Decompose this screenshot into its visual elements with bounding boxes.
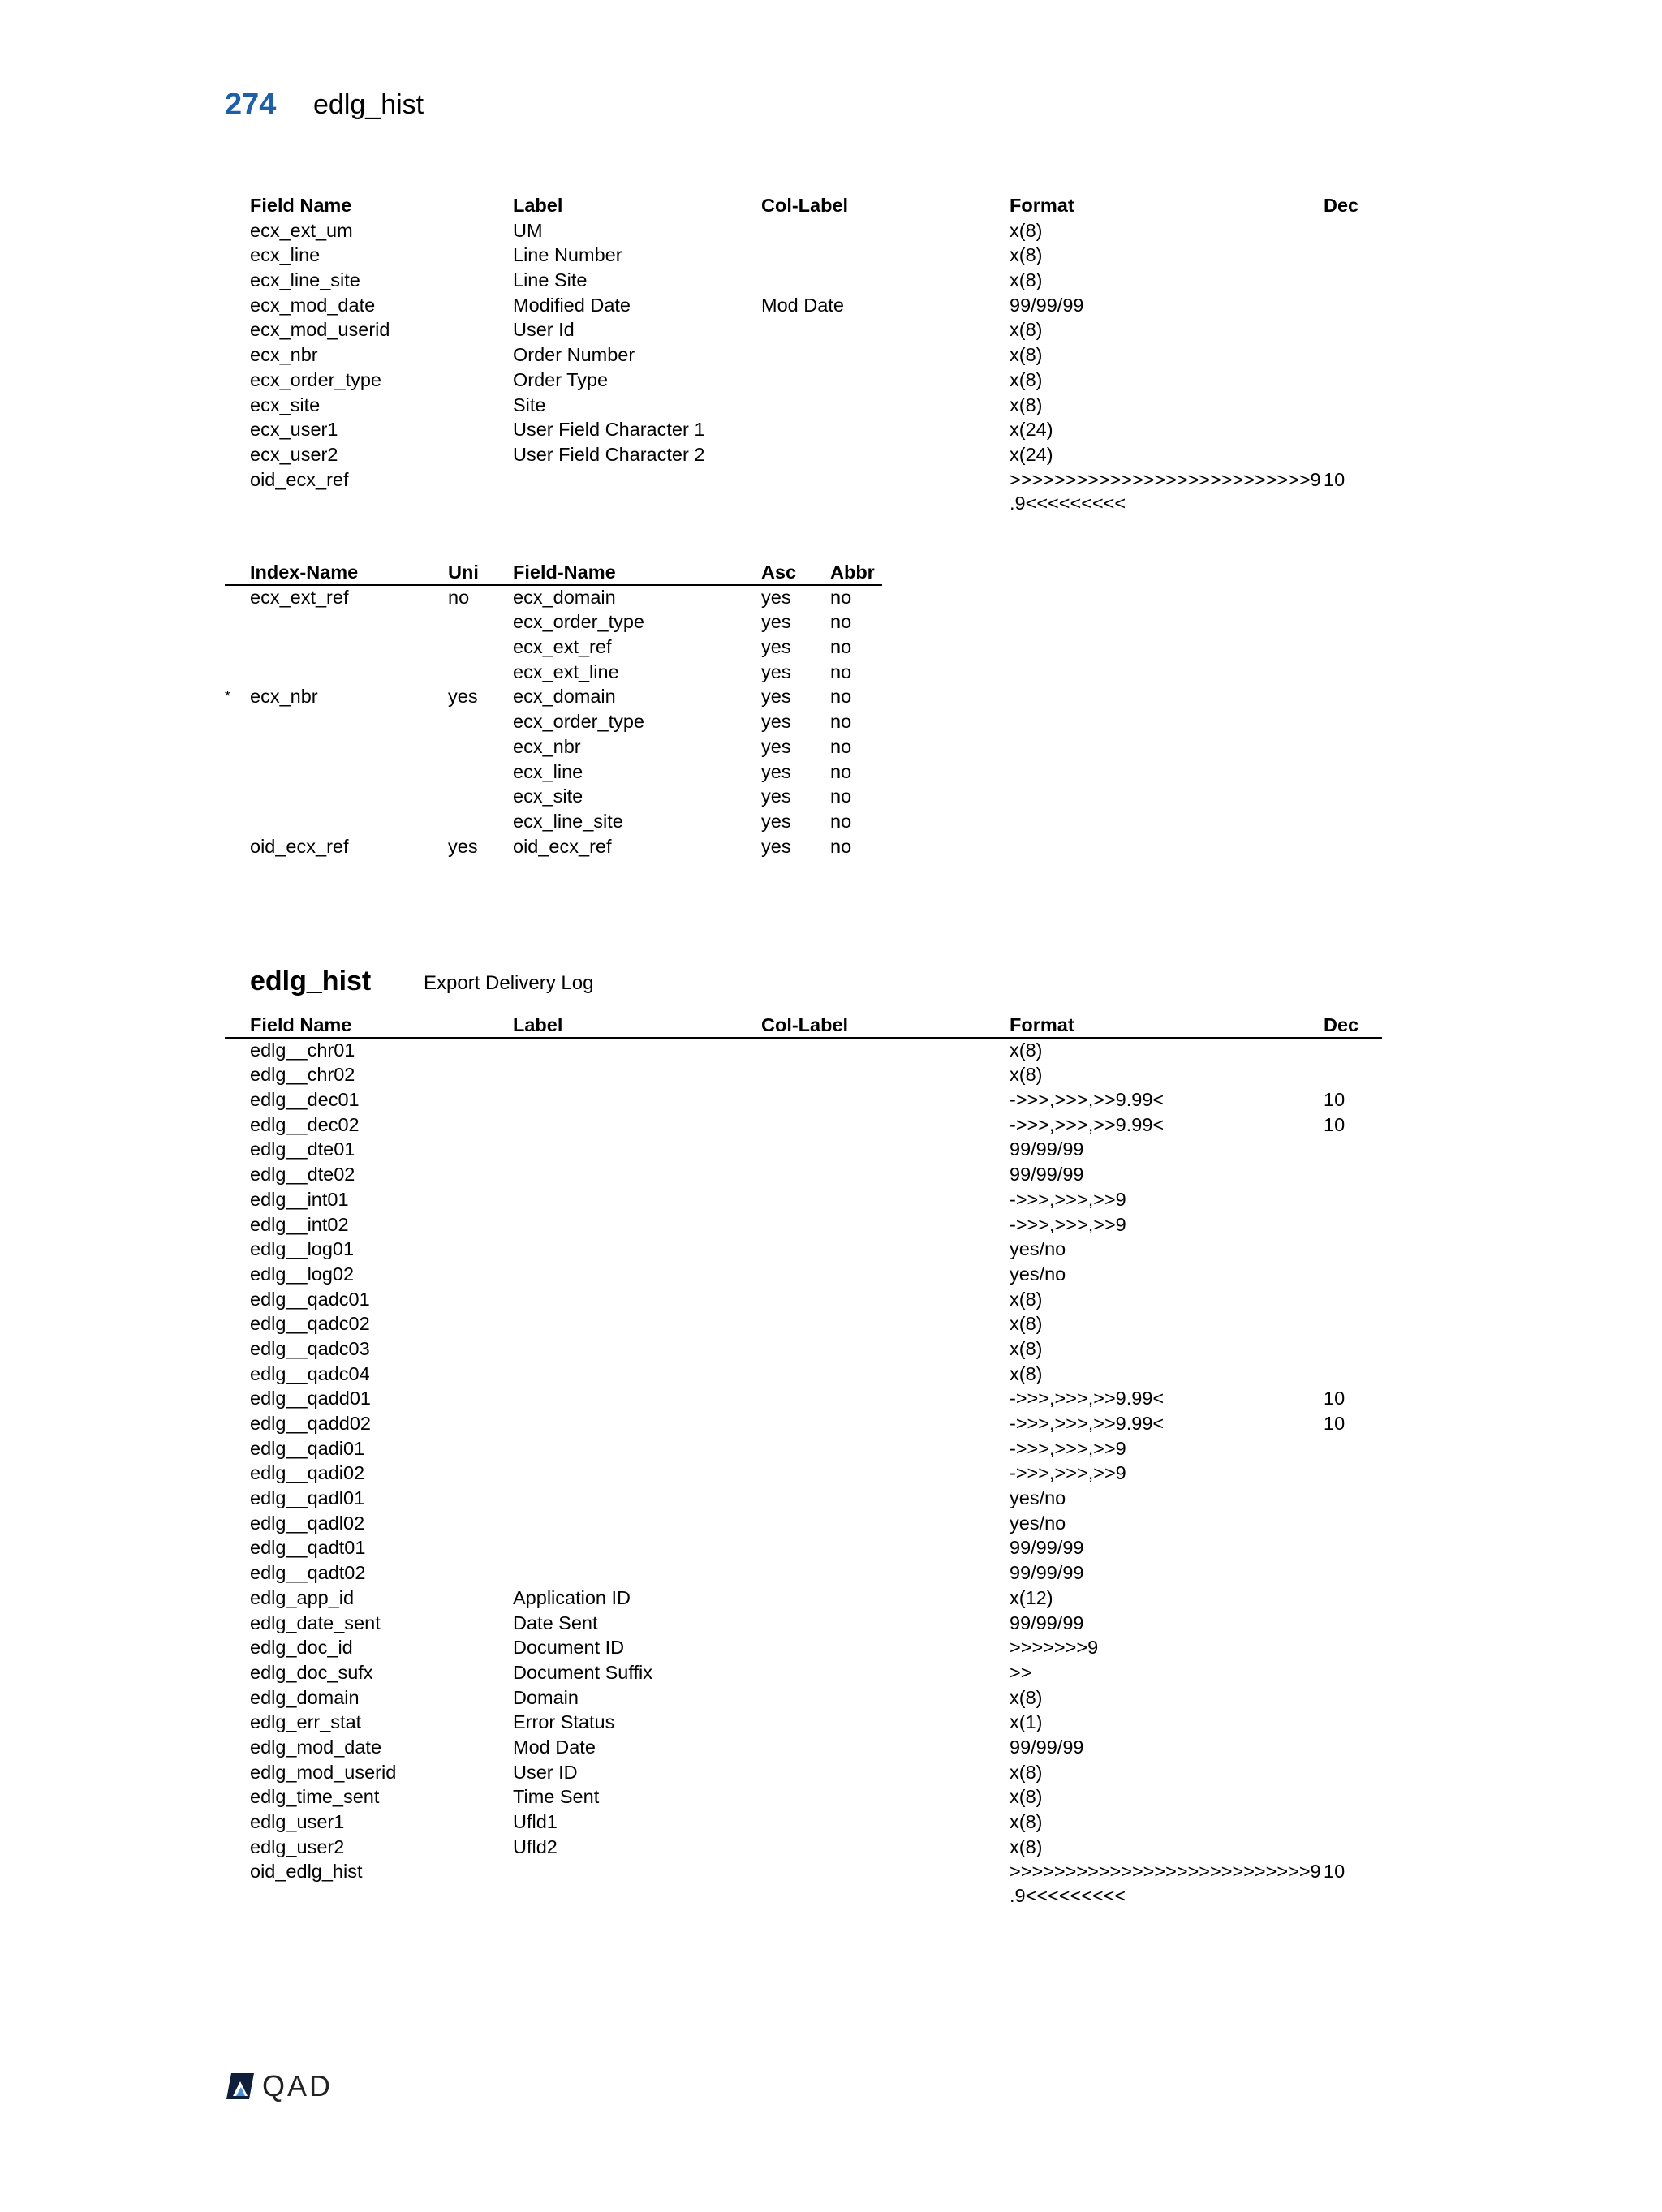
table-row	[225, 1436, 1382, 1461]
table-row	[225, 635, 882, 660]
cell-asc: yes	[761, 686, 791, 708]
cell-field-name: oid_edlg_hist	[250, 1861, 363, 1883]
cell-abbr: no	[830, 735, 852, 757]
cell-dec: 10	[1324, 1413, 1346, 1434]
cell-field-name: ecx_domain	[513, 686, 616, 708]
cell-format: x(8)	[1010, 1039, 1043, 1061]
header-index-name: Index-Name	[250, 562, 359, 583]
table-row	[225, 393, 1377, 418]
cell-field-name: ecx_user2	[250, 443, 338, 465]
cell-format: 99/99/99	[1010, 1537, 1084, 1559]
cell-field-name: edlg__log02	[250, 1263, 355, 1285]
header-label: Label	[513, 1014, 563, 1035]
cell-field-name: edlg__qadl01	[250, 1487, 365, 1509]
cell-label: User Field Character 1	[513, 419, 705, 441]
cell-asc: yes	[761, 611, 791, 633]
cell-field-name: edlg_app_id	[250, 1586, 355, 1608]
table-row	[225, 1760, 1382, 1785]
header-label: Label	[513, 195, 563, 216]
table-header	[225, 1013, 1382, 1038]
table-row	[225, 1586, 1382, 1611]
cell-asc: yes	[761, 711, 791, 733]
cell-format: 99/99/99	[1010, 1736, 1084, 1758]
cell-format: ->>>,>>>,>>9	[1010, 1188, 1126, 1210]
header-field-name: Field Name	[250, 1014, 352, 1035]
header-asc: Asc	[761, 562, 797, 583]
table-row	[225, 1810, 1382, 1835]
cell-field-name: edlg__qadi02	[250, 1462, 365, 1484]
header-uni: Uni	[448, 562, 479, 583]
qad-logo-text: QAD	[262, 2069, 334, 2102]
cell-format: ->>>,>>>,>>9.99<	[1010, 1089, 1165, 1111]
cell-field-name: edlg__log01	[250, 1238, 355, 1260]
table-row	[225, 342, 1377, 368]
cell-field-name: edlg__chr01	[250, 1039, 355, 1061]
table-row	[225, 784, 882, 809]
table-row	[225, 1162, 1382, 1187]
header-field-name: Field-Name	[513, 562, 616, 583]
table-row	[225, 467, 1377, 493]
cell-format: 99/99/99	[1010, 1562, 1084, 1584]
cell-abbr: no	[830, 711, 852, 733]
table-row	[225, 293, 1377, 318]
page-title: edlg_hist	[313, 89, 424, 120]
table-row	[225, 709, 882, 734]
cell-field-name: edlg__qadt02	[250, 1562, 366, 1584]
cell-field-name: ecx_nbr	[513, 735, 581, 757]
cell-format: >>>>>>>>>>>>>>>>>>>>>>>>>>>9	[1010, 1861, 1321, 1883]
header-format: Format	[1010, 1014, 1074, 1035]
cell-col-label: Mod Date	[761, 294, 844, 316]
table-row	[225, 1660, 1382, 1685]
table-row	[225, 1336, 1382, 1362]
cell-field-name: edlg_time_sent	[250, 1786, 380, 1808]
header-dec: Dec	[1324, 1014, 1359, 1035]
cell-field-name: edlg__qadc01	[250, 1288, 370, 1310]
cell-asc: yes	[761, 810, 791, 832]
cell-format: >>>>>>>>>>>>>>>>>>>>>>>>>>>9	[1010, 468, 1321, 490]
cell-format: x(8)	[1010, 1761, 1043, 1783]
cell-field-name: edlg__qadc04	[250, 1362, 370, 1384]
table-row	[225, 1560, 1382, 1586]
header-field-name: Field Name	[250, 195, 352, 216]
table-row	[225, 1735, 1382, 1760]
table-row	[225, 268, 1377, 293]
table-row	[225, 1212, 1382, 1237]
cell-abbr: no	[830, 586, 852, 608]
cell-format: x(8)	[1010, 1064, 1043, 1086]
field-table-2	[225, 1013, 1382, 1909]
header-format: Format	[1010, 195, 1074, 216]
cell-field-name: ecx_order_type	[513, 711, 644, 733]
cell-abbr: no	[830, 835, 852, 857]
table-row-continuation	[225, 492, 1377, 517]
cell-uni: no	[448, 586, 470, 608]
cell-label: Document Suffix	[513, 1661, 652, 1683]
table-row	[225, 660, 882, 685]
table-row	[225, 1237, 1382, 1262]
table-row	[225, 1311, 1382, 1336]
table-row	[225, 243, 1377, 268]
cell-format: x(8)	[1010, 1337, 1043, 1359]
cell-field-name: oid_ecx_ref	[513, 835, 612, 857]
cell-field-name: edlg_mod_date	[250, 1736, 382, 1758]
cell-field-name: ecx_mod_date	[250, 294, 376, 316]
cell-format: x(8)	[1010, 244, 1043, 266]
cell-field-name: edlg__qadc03	[250, 1337, 370, 1359]
table-row	[225, 1859, 1382, 1884]
table-row	[225, 1511, 1382, 1536]
cell-label: Document ID	[513, 1637, 625, 1659]
cell-abbr: no	[830, 810, 852, 832]
cell-format: 99/99/99	[1010, 1164, 1084, 1186]
cell-format: yes/no	[1010, 1238, 1066, 1260]
table-row	[225, 1710, 1382, 1735]
cell-asc: yes	[761, 785, 791, 807]
cell-field-name: edlg_doc_id	[250, 1637, 353, 1659]
cell-field-name: oid_ecx_ref	[250, 468, 349, 490]
cell-asc: yes	[761, 835, 791, 857]
cell-label: User ID	[513, 1761, 578, 1783]
table-row	[225, 1062, 1382, 1087]
cell-label: Line Number	[513, 244, 622, 266]
cell-field-name: edlg_date_sent	[250, 1612, 381, 1633]
header-abbr: Abbr	[830, 562, 875, 583]
cell-field-name: ecx_site	[250, 394, 321, 415]
table-row	[225, 1411, 1382, 1436]
cell-field-name: edlg_domain	[250, 1686, 360, 1708]
table-row	[225, 1287, 1382, 1312]
cell-format: 99/99/99	[1010, 294, 1084, 316]
cell-format: ->>>,>>>,>>9	[1010, 1437, 1126, 1459]
cell-asc: yes	[761, 735, 791, 757]
cell-label: Order Type	[513, 368, 609, 390]
cell-label: User Field Character 2	[513, 443, 705, 465]
field-table-1-body	[225, 218, 1377, 517]
cell-format: yes/no	[1010, 1512, 1066, 1534]
cell-field-name: ecx_line	[513, 760, 583, 782]
qad-logo-icon	[225, 2072, 256, 2101]
cell-label: User Id	[513, 319, 575, 341]
cell-field-name: edlg_err_stat	[250, 1711, 362, 1733]
table-row	[225, 1835, 1382, 1860]
cell-field-name: edlg__int01	[250, 1188, 349, 1210]
cell-asc: yes	[761, 586, 791, 608]
cell-format: x(8)	[1010, 1313, 1043, 1335]
header-col-label: Col-Label	[761, 195, 849, 216]
table-header	[225, 560, 882, 585]
cell-format-continuation: .9<<<<<<<<<	[1010, 493, 1126, 514]
cell-format: ->>>,>>>,>>9	[1010, 1213, 1126, 1235]
cell-field-name: ecx_order_type	[513, 611, 644, 633]
index-table-body	[225, 585, 882, 859]
cell-field-name: ecx_nbr	[250, 344, 318, 366]
table-row	[225, 368, 1377, 393]
table-row	[225, 684, 882, 709]
table-row	[225, 1611, 1382, 1636]
cell-dec: 10	[1324, 1388, 1346, 1409]
table-row	[225, 760, 882, 785]
cell-field-name: edlg__dec01	[250, 1089, 360, 1111]
cell-field-name: edlg_mod_userid	[250, 1761, 397, 1783]
table-row	[225, 442, 1377, 467]
field-table-1	[225, 193, 1377, 517]
cell-field-name: ecx_ext_ref	[513, 636, 612, 658]
table-row	[225, 834, 882, 859]
table-row	[225, 1461, 1382, 1486]
cell-dec: 10	[1324, 1861, 1346, 1883]
table-row	[225, 1038, 1382, 1063]
cell-format: ->>>,>>>,>>9.99<	[1010, 1113, 1165, 1135]
cell-field-name: ecx_order_type	[250, 368, 381, 390]
cell-field-name: edlg__dte01	[250, 1138, 355, 1160]
cell-label: Modified Date	[513, 294, 631, 316]
table-row	[225, 734, 882, 760]
cell-format: x(8)	[1010, 1288, 1043, 1310]
table-row	[225, 1386, 1382, 1411]
cell-format: x(8)	[1010, 269, 1043, 291]
cell-format: >>	[1010, 1661, 1032, 1683]
cell-format: x(8)	[1010, 1786, 1043, 1808]
table-row	[225, 1784, 1382, 1810]
cell-field-name: ecx_line_site	[513, 810, 623, 832]
cell-asc: yes	[761, 760, 791, 782]
cell-field-name: edlg__qadl02	[250, 1512, 365, 1534]
cell-abbr: no	[830, 661, 852, 682]
table-header	[225, 193, 1377, 218]
cell-label: Error Status	[513, 1711, 615, 1733]
table-row	[225, 1262, 1382, 1287]
primary-index-marker: *	[225, 688, 231, 705]
cell-field-name: ecx_mod_userid	[250, 319, 390, 341]
cell-format: x(24)	[1010, 419, 1053, 441]
index-table	[225, 560, 882, 859]
table-row-continuation	[225, 1884, 1382, 1909]
cell-uni: yes	[448, 686, 478, 708]
cell-abbr: no	[830, 611, 852, 633]
table-row	[225, 1137, 1382, 1162]
cell-field-name: ecx_site	[513, 785, 583, 807]
cell-label: Application ID	[513, 1586, 631, 1608]
table-row	[225, 1112, 1382, 1138]
cell-uni: yes	[448, 835, 478, 857]
cell-format: ->>>,>>>,>>9.99<	[1010, 1388, 1165, 1409]
cell-dec: 10	[1324, 1089, 1346, 1111]
cell-field-name: edlg_user2	[250, 1835, 345, 1857]
qad-logo	[225, 2069, 333, 2103]
cell-label: Time Sent	[513, 1786, 600, 1808]
cell-format: x(8)	[1010, 1686, 1043, 1708]
header-col-label: Col-Label	[761, 1014, 849, 1035]
cell-field-name: edlg_doc_sufx	[250, 1661, 373, 1683]
cell-field-name: edlg__dte02	[250, 1164, 355, 1186]
cell-format: x(8)	[1010, 1362, 1043, 1384]
table-row	[225, 1535, 1382, 1560]
table-row	[225, 317, 1377, 342]
cell-field-name: ecx_line	[250, 244, 321, 266]
table-row	[225, 1362, 1382, 1387]
cell-abbr: no	[830, 785, 852, 807]
cell-label: Site	[513, 394, 546, 415]
cell-asc: yes	[761, 636, 791, 658]
table-row	[225, 417, 1377, 442]
section-description: Export Delivery Log	[424, 972, 594, 994]
table-row	[225, 609, 882, 635]
cell-index-name: oid_ecx_ref	[250, 835, 349, 857]
header-dec: Dec	[1324, 195, 1359, 216]
cell-asc: yes	[761, 661, 791, 682]
cell-format: x(8)	[1010, 1835, 1043, 1857]
cell-field-name: ecx_domain	[513, 586, 616, 608]
table-row	[225, 809, 882, 834]
cell-field-name: edlg__dec02	[250, 1113, 360, 1135]
cell-format: x(1)	[1010, 1711, 1043, 1733]
cell-abbr: no	[830, 686, 852, 708]
cell-format: >>>>>>>9	[1010, 1637, 1099, 1659]
field-table-2-body	[225, 1038, 1382, 1909]
cell-format: ->>>,>>>,>>9.99<	[1010, 1413, 1165, 1434]
cell-field-name: edlg__qadd02	[250, 1413, 371, 1434]
cell-field-name: edlg__qadd01	[250, 1388, 371, 1409]
cell-format: x(8)	[1010, 319, 1043, 341]
cell-dec: 10	[1324, 1113, 1346, 1135]
cell-field-name: edlg__qadt01	[250, 1537, 366, 1559]
cell-format: x(8)	[1010, 344, 1043, 366]
cell-format: yes/no	[1010, 1487, 1066, 1509]
cell-format: 99/99/99	[1010, 1612, 1084, 1633]
cell-label: Domain	[513, 1686, 579, 1708]
cell-label: UM	[513, 219, 543, 241]
cell-field-name: ecx_ext_line	[513, 661, 619, 682]
cell-format: x(12)	[1010, 1586, 1053, 1608]
table-row	[225, 1685, 1382, 1711]
page-number: 274	[225, 88, 277, 122]
cell-index-name: ecx_ext_ref	[250, 586, 349, 608]
table-row	[225, 1486, 1382, 1511]
cell-field-name: ecx_line_site	[250, 269, 360, 291]
cell-abbr: no	[830, 636, 852, 658]
cell-format: x(8)	[1010, 219, 1043, 241]
cell-label: Date Sent	[513, 1612, 598, 1633]
cell-format: x(8)	[1010, 394, 1043, 415]
cell-field-name: edlg_user1	[250, 1811, 345, 1832]
section-title: edlg_hist	[250, 966, 372, 996]
cell-field-name: edlg__chr02	[250, 1064, 355, 1086]
table-row	[225, 1635, 1382, 1660]
cell-label: Ufld2	[513, 1835, 558, 1857]
cell-format: x(24)	[1010, 443, 1053, 465]
cell-field-name: edlg__qadi01	[250, 1437, 365, 1459]
cell-dec: 10	[1324, 468, 1346, 490]
table-row	[225, 585, 882, 610]
cell-format: yes/no	[1010, 1263, 1066, 1285]
cell-label: Order Number	[513, 344, 635, 366]
table-row	[225, 1187, 1382, 1212]
cell-field-name: ecx_user1	[250, 419, 338, 441]
cell-field-name: edlg__int02	[250, 1213, 349, 1235]
cell-format: x(8)	[1010, 1811, 1043, 1832]
cell-index-name: ecx_nbr	[250, 686, 318, 708]
table-row	[225, 218, 1377, 243]
cell-label: Line Site	[513, 269, 588, 291]
cell-format: x(8)	[1010, 368, 1043, 390]
table-row	[225, 1087, 1382, 1112]
cell-format: ->>>,>>>,>>9	[1010, 1462, 1126, 1484]
cell-field-name: ecx_ext_um	[250, 219, 353, 241]
cell-format: 99/99/99	[1010, 1138, 1084, 1160]
cell-abbr: no	[830, 760, 852, 782]
cell-format-continuation: .9<<<<<<<<<	[1010, 1885, 1126, 1907]
cell-label: Mod Date	[513, 1736, 596, 1758]
cell-label: Ufld1	[513, 1811, 558, 1832]
cell-field-name: edlg__qadc02	[250, 1313, 370, 1335]
